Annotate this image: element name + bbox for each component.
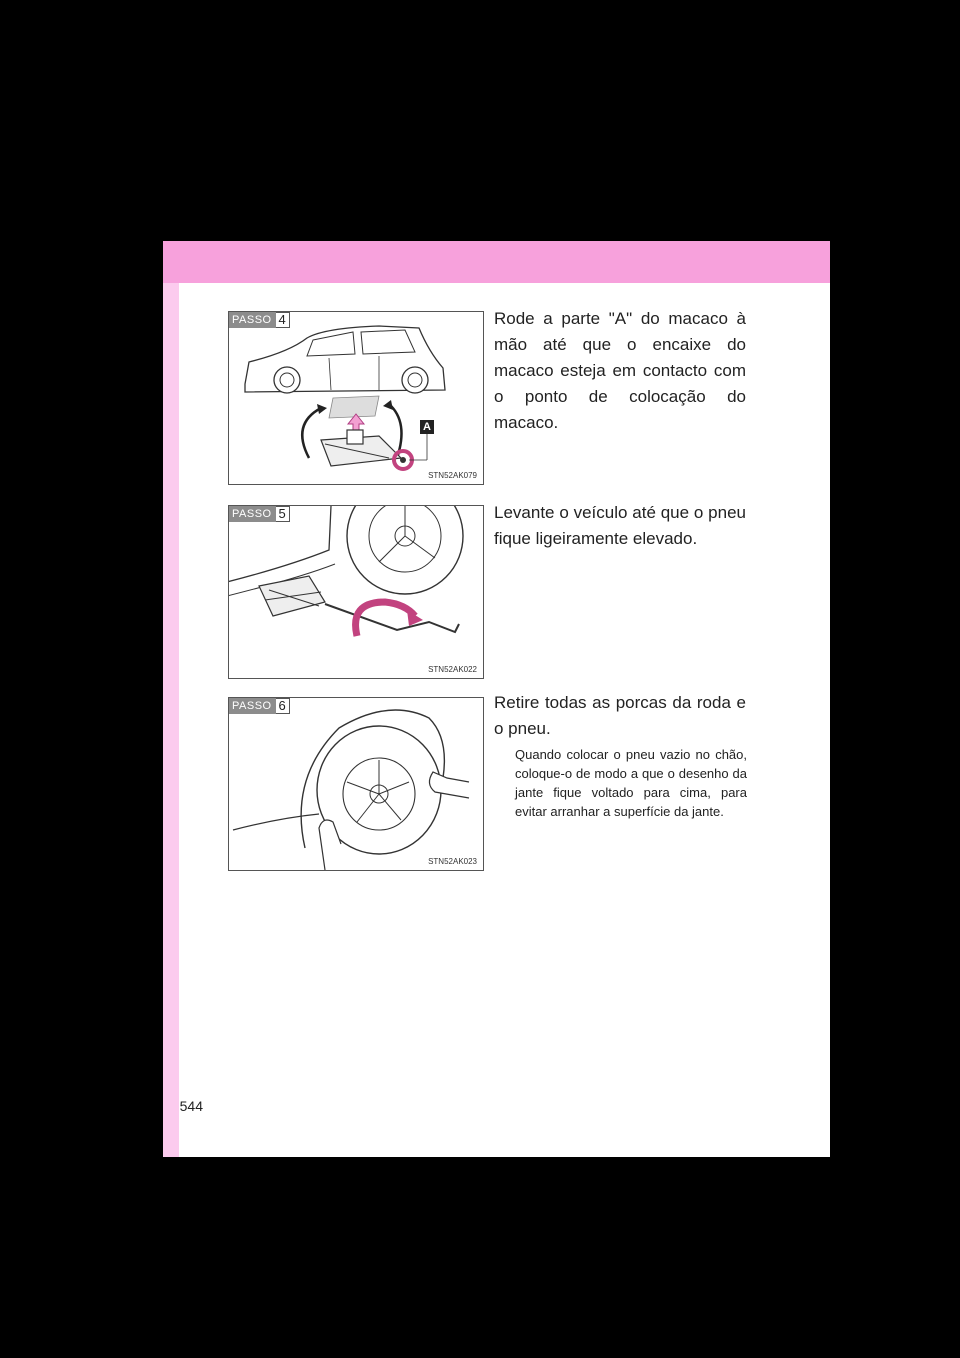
header-band — [163, 241, 830, 283]
step-word: PASSO — [229, 698, 276, 714]
step-badge — [229, 312, 290, 328]
manual-page — [163, 241, 830, 1157]
step-number: 6 — [276, 698, 290, 714]
figure-code: STN52AK079 — [428, 471, 477, 480]
figure-code: STN52AK022 — [428, 665, 477, 674]
car-jack-illustration — [229, 312, 483, 484]
page-number: 544 — [179, 1098, 203, 1114]
step-badge — [229, 506, 290, 522]
step-number: 5 — [276, 506, 290, 522]
side-band — [163, 283, 179, 1157]
step-number: 4 — [276, 312, 290, 328]
figure-step-6 — [228, 697, 484, 871]
step-badge — [229, 698, 290, 714]
tire-removal-illustration — [229, 698, 483, 870]
step-word: PASSO — [229, 312, 276, 328]
step-5-text: Levante o veículo até que o pneu fique ligeiramente elevado. — [494, 503, 746, 548]
figure-code: STN52AK023 — [428, 857, 477, 866]
step-6-text: Retire todas as porcas da roda e o pneu. — [494, 693, 746, 738]
step-4-text: Rode a parte "A" do macaco à mão até que o encaixe do macaco esteja em contacto com o ponto de colocação do macaco. — [494, 309, 746, 432]
jack-raising-illustration — [229, 506, 483, 678]
callout-a: A — [420, 420, 434, 434]
figure-step-4 — [228, 311, 484, 485]
step-6-note: Quando colocar o pneu vazio no chão, coloque-o de modo a que o desenho da jante fique voltado para cima, para evitar arranhar a superfície da jante. — [515, 747, 747, 819]
step-word: PASSO — [229, 506, 276, 522]
figure-step-5 — [228, 505, 484, 679]
